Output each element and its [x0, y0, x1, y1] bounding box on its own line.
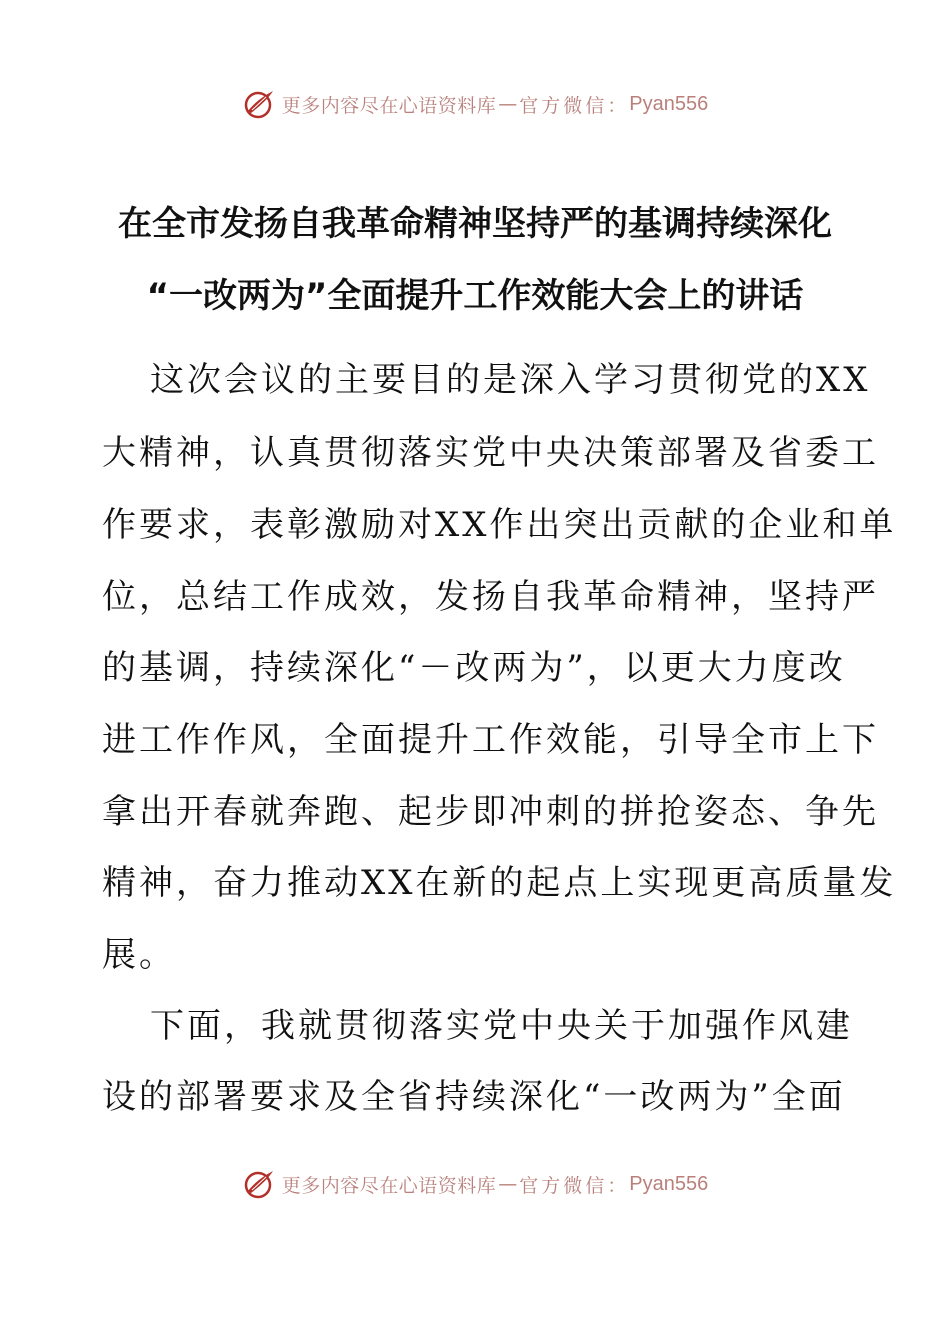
banner-wechat-label: 官方微信： — [519, 94, 630, 117]
banner-text: 更多内容尽在心语资料库 — [281, 1174, 497, 1197]
banner-content — [242, 87, 709, 121]
banner-wechat-id: Pyan556 — [629, 1172, 709, 1195]
body-line: 拿出开春就奔跑、起步即冲刺的拼抢姿态、争先 — [102, 792, 879, 832]
quill-circle-icon — [242, 1167, 276, 1201]
body-line: 进工作作风，全面提升工作效能，引导全市上下 — [102, 720, 879, 760]
header-banner — [0, 84, 950, 124]
body-line: 的基调，持续深化“－改两为”，以更大力度改 — [102, 648, 846, 688]
banner-separator: — — [498, 1173, 518, 1195]
body-line: 精神，奋力推动XX在新的起点上实现更高质量发 — [102, 863, 897, 903]
document-title-line-1: 在全市发扬自我革命精神坚持严的基调持续深化 — [118, 204, 832, 244]
banner-wechat-label: 官方微信： — [519, 1174, 630, 1197]
footer-banner — [0, 1164, 950, 1204]
body-line: 展。 — [102, 935, 176, 975]
body-line: 作要求，表彰激励对XX作出突出贡献的企业和单 — [102, 505, 897, 545]
body-line: 位，总结工作成效，发扬自我革命精神，坚持严 — [102, 577, 879, 617]
banner-wechat-id: Pyan556 — [629, 92, 709, 115]
banner-text: 更多内容尽在心语资料库 — [281, 94, 497, 117]
banner-separator: — — [498, 93, 518, 115]
body-line: 这次会议的主要目的是深入学习贯彻党的XX — [150, 360, 871, 400]
body-line: 大精神，认真贯彻落实党中央决策部署及省委工 — [102, 433, 879, 473]
document-title-line-2: “一改两为”全面提升工作效能大会上的讲话 — [146, 276, 804, 316]
body-line: 下面，我就贯彻落实党中央关于加强作风建 — [150, 1006, 853, 1046]
body-line: 设的部署要求及全省持续深化“一改两为”全面 — [102, 1077, 846, 1117]
banner-content — [242, 1167, 709, 1201]
quill-circle-icon — [242, 87, 276, 121]
